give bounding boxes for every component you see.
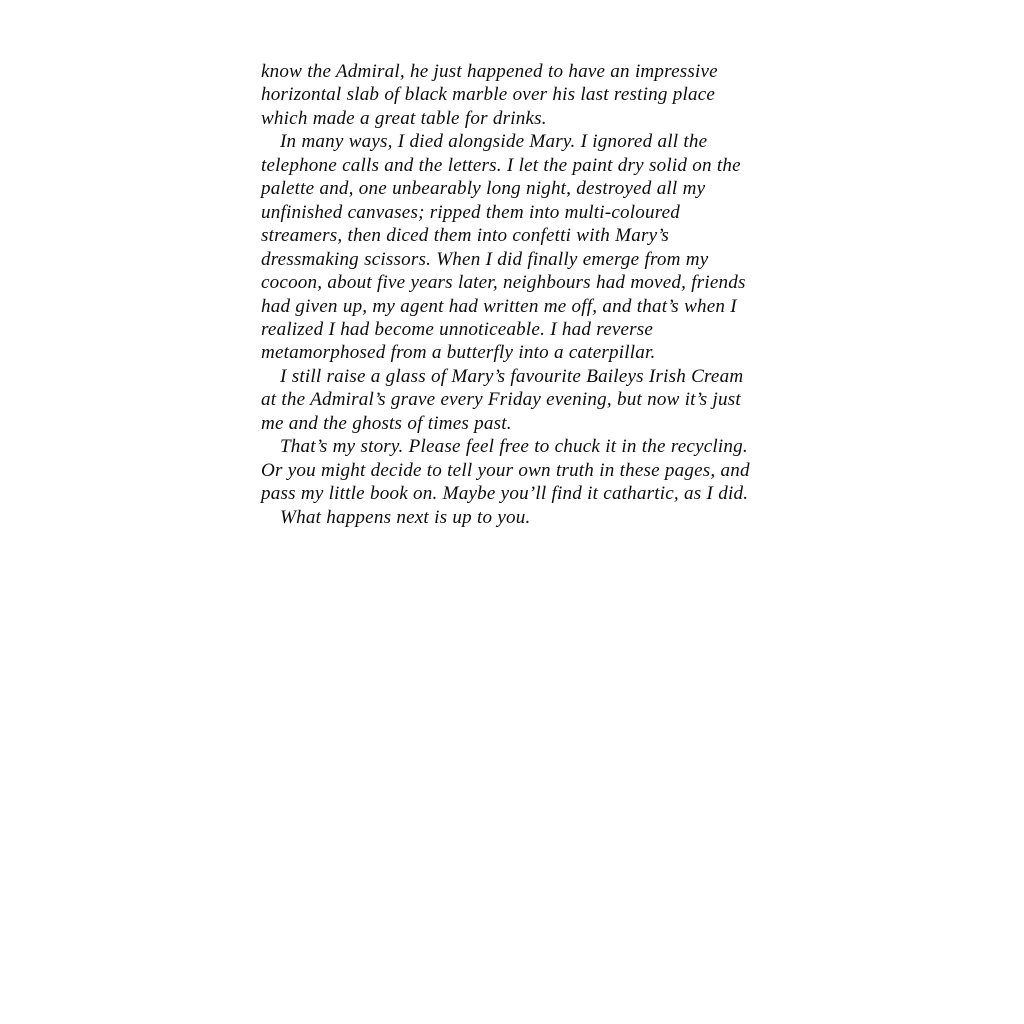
paragraph-in-many-ways: In many ways, I died alongside Mary. I ignored all the telephone calls and the letters. I let the paint dry solid on the palette and, one unbearably long night, destroyed all my unfinished canvases; ripped them into multi-coloured streamers, then diced them into confetti with Mary’s dressmaking scissors. When I did finally emerge from my cocoon, about five years later, neighbours had moved, friends had given up, my agent had written me off, and that’s when I realized I had become unnoticeable. I had reverse metamorphosed from a butterfly into a caterpillar. bbox=[261, 131, 746, 364]
page-text-block bbox=[261, 60, 753, 529]
paragraph-thats-my-story: That’s my story. Please feel free to chuck it in the recycling. Or you might decide to tell your own truth in these pages, and pass my little book on. Maybe you’ll find it cathartic, as I did. bbox=[261, 436, 750, 505]
paragraph-what-happens-next: What happens next is up to you. bbox=[280, 506, 531, 528]
paragraph-continuation: know the Admiral, he just happened to have an impressive horizontal slab of black marble over his last resting place which made a great table for drinks. bbox=[261, 61, 718, 129]
paragraph-i-still-raise: I still raise a glass of Mary’s favourite Baileys Irish Cream at the Admiral’s grave every Friday evening, but now it’s just me and the ghosts of times past. bbox=[261, 365, 744, 434]
